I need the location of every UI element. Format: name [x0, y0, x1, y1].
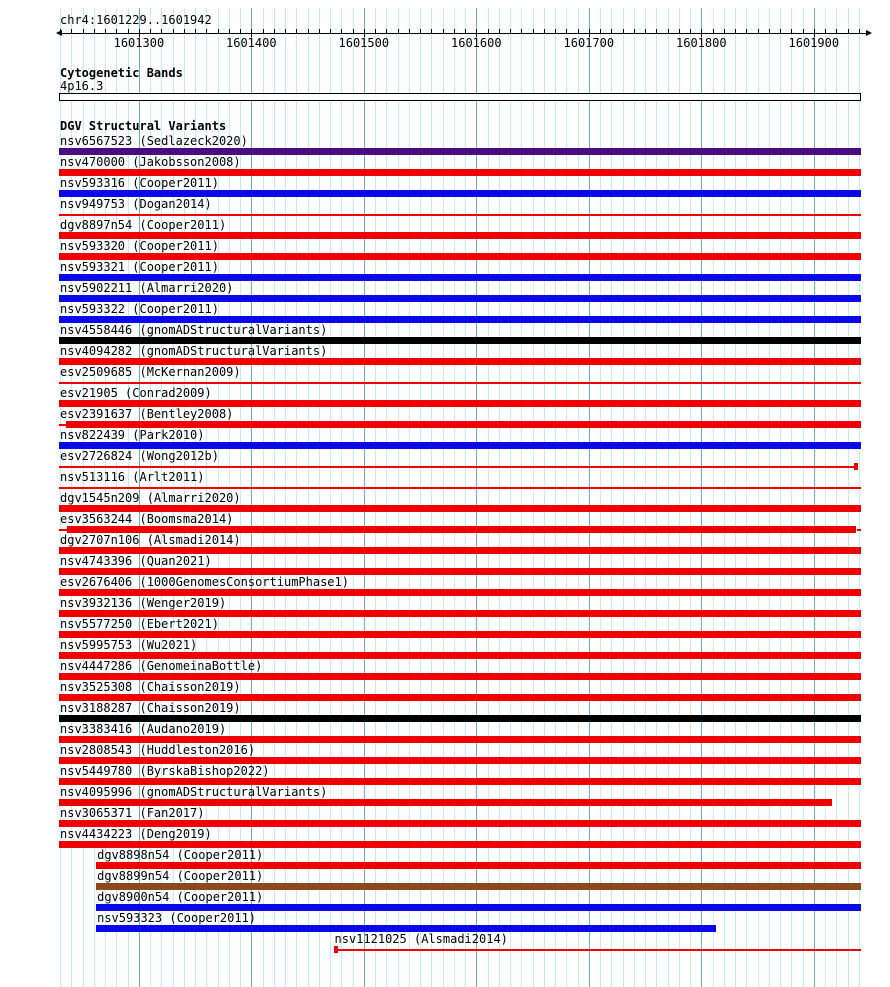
variant-bar[interactable] — [59, 214, 861, 216]
variant-bar[interactable] — [59, 337, 861, 344]
variant-label: nsv5577250 (Ebert2021) — [60, 617, 219, 631]
variant-bar[interactable] — [59, 673, 861, 680]
variant-bar[interactable] — [59, 274, 861, 281]
variant-bar[interactable] — [59, 820, 861, 827]
variant-bar[interactable] — [59, 568, 861, 575]
variant-bar[interactable] — [59, 232, 861, 239]
variant-bar[interactable] — [59, 652, 861, 659]
region-title: chr4:1601229..1601942 — [60, 13, 212, 27]
ruler-tick-label: 1601900 — [788, 36, 840, 50]
variant-label: nsv513116 (Arlt2011) — [60, 470, 205, 484]
variant-bar[interactable] — [857, 529, 862, 531]
variant-label: dgv2707n106 (Alsmadi2014) — [60, 533, 241, 547]
variant-label: nsv4434223 (Deng2019) — [60, 827, 212, 841]
variant-label: nsv593316 (Cooper2011) — [60, 176, 219, 190]
ruler-tick-label: 1601400 — [226, 36, 277, 50]
variant-label: nsv593322 (Cooper2011) — [60, 302, 219, 316]
variant-bar[interactable] — [59, 400, 861, 407]
variant-bar[interactable] — [96, 862, 861, 869]
variant-bar[interactable] — [334, 949, 862, 951]
variant-bar[interactable] — [59, 589, 861, 596]
variant-label: dgv1545n209 (Almarri2020) — [60, 491, 241, 505]
variant-label: nsv6567523 (Sedlazeck2020) — [60, 134, 248, 148]
variant-label: nsv593321 (Cooper2011) — [60, 260, 219, 274]
cytoband-label: 4p16.3 — [60, 79, 104, 93]
variant-bar[interactable] — [67, 526, 857, 533]
variant-bar[interactable] — [59, 715, 861, 722]
variant-label: dgv8900n54 (Cooper2011) — [97, 890, 264, 904]
variant-bar[interactable] — [59, 529, 67, 531]
variant-bar[interactable] — [59, 778, 861, 785]
variant-label: nsv949753 (Dogan2014) — [60, 197, 212, 211]
variant-label: nsv470000 (Jakobsson2008) — [60, 155, 241, 169]
variant-bar[interactable] — [59, 841, 861, 848]
variant-label: nsv1121025 (Alsmadi2014) — [334, 932, 508, 946]
cytobands-section-title: Cytogenetic Bands — [60, 66, 183, 80]
variant-bar[interactable] — [854, 463, 857, 470]
variant-bar[interactable] — [59, 253, 861, 260]
variant-bar[interactable] — [96, 925, 716, 932]
variant-label: nsv822439 (Park2010) — [60, 428, 205, 442]
variant-bar[interactable] — [59, 487, 861, 489]
variant-label: nsv4094282 (gnomADStructuralVariants) — [60, 344, 328, 358]
variant-bar[interactable] — [59, 631, 861, 638]
variant-label: nsv4095996 (gnomADStructuralVariants) — [60, 785, 328, 799]
variant-label: nsv2808543 (Huddleston2016) — [60, 743, 256, 757]
variant-bar[interactable] — [59, 295, 861, 302]
variant-label: dgv8897n54 (Cooper2011) — [60, 218, 227, 232]
ruler-tick-label: 1601500 — [338, 36, 390, 50]
variant-label: dgv8899n54 (Cooper2011) — [97, 869, 264, 883]
dgv-section-title: DGV Structural Variants — [60, 119, 227, 133]
variant-label: nsv4558446 (gnomADStructuralVariants) — [60, 323, 328, 337]
ruler-tick-label: 1601700 — [563, 36, 615, 50]
variant-bar[interactable] — [59, 382, 861, 384]
ruler-tick-label: 1601800 — [676, 36, 727, 50]
variant-label: nsv4447286 (GenomeinaBottle) — [60, 659, 263, 673]
variant-label: nsv3932136 (Wenger2019) — [60, 596, 227, 610]
variant-label: nsv5995753 (Wu2021) — [60, 638, 198, 652]
variant-label: nsv3065371 (Fan2017) — [60, 806, 205, 820]
variant-bar[interactable] — [59, 190, 861, 197]
variant-label: nsv3383416 (Audano2019) — [60, 722, 227, 736]
variant-label: esv2509685 (McKernan2009) — [60, 365, 241, 379]
variant-label: nsv4743396 (Quan2021) — [60, 554, 212, 568]
variant-bar[interactable] — [59, 424, 66, 426]
variant-label: esv2726824 (Wong2012b) — [60, 449, 219, 463]
variant-label: nsv593323 (Cooper2011) — [97, 911, 257, 925]
variant-bar[interactable] — [59, 169, 861, 176]
ruler-tick-label: 1601600 — [451, 36, 502, 50]
ruler-tick-label: 1601300 — [113, 36, 165, 50]
variant-bar[interactable] — [59, 757, 861, 764]
variant-bar[interactable] — [96, 904, 861, 911]
variant-label: nsv3525308 (Chaisson2019) — [60, 680, 241, 694]
variant-bar[interactable] — [59, 358, 861, 365]
variant-bar[interactable] — [59, 610, 861, 617]
variant-label: esv2676406 (1000GenomesConsortiumPhase1) — [60, 575, 349, 589]
variant-bar[interactable] — [59, 316, 861, 323]
variant-label: nsv3188287 (Chaisson2019) — [60, 701, 241, 715]
variant-bar[interactable] — [59, 505, 861, 512]
variant-bar[interactable] — [59, 148, 861, 155]
variant-label: nsv593320 (Cooper2011) — [60, 239, 219, 253]
variant-label: nsv5449780 (ByrskaBishop2022) — [60, 764, 270, 778]
variant-label: esv3563244 (Boomsma2014) — [60, 512, 234, 526]
variant-label: esv2391637 (Bentley2008) — [60, 407, 234, 421]
variant-label: nsv5902211 (Almarri2020) — [60, 281, 234, 295]
variant-bar[interactable] — [59, 694, 861, 701]
variant-label: esv21905 (Conrad2009) — [60, 386, 212, 400]
variant-bar[interactable] — [59, 547, 861, 554]
variant-bar[interactable] — [59, 736, 861, 743]
variant-bar[interactable] — [96, 883, 861, 890]
variant-bar[interactable] — [66, 421, 861, 428]
variant-label: dgv8898n54 (Cooper2011) — [97, 848, 264, 862]
variant-bar[interactable] — [59, 799, 832, 806]
variant-bar[interactable] — [59, 442, 861, 449]
variant-bar[interactable] — [59, 466, 854, 468]
